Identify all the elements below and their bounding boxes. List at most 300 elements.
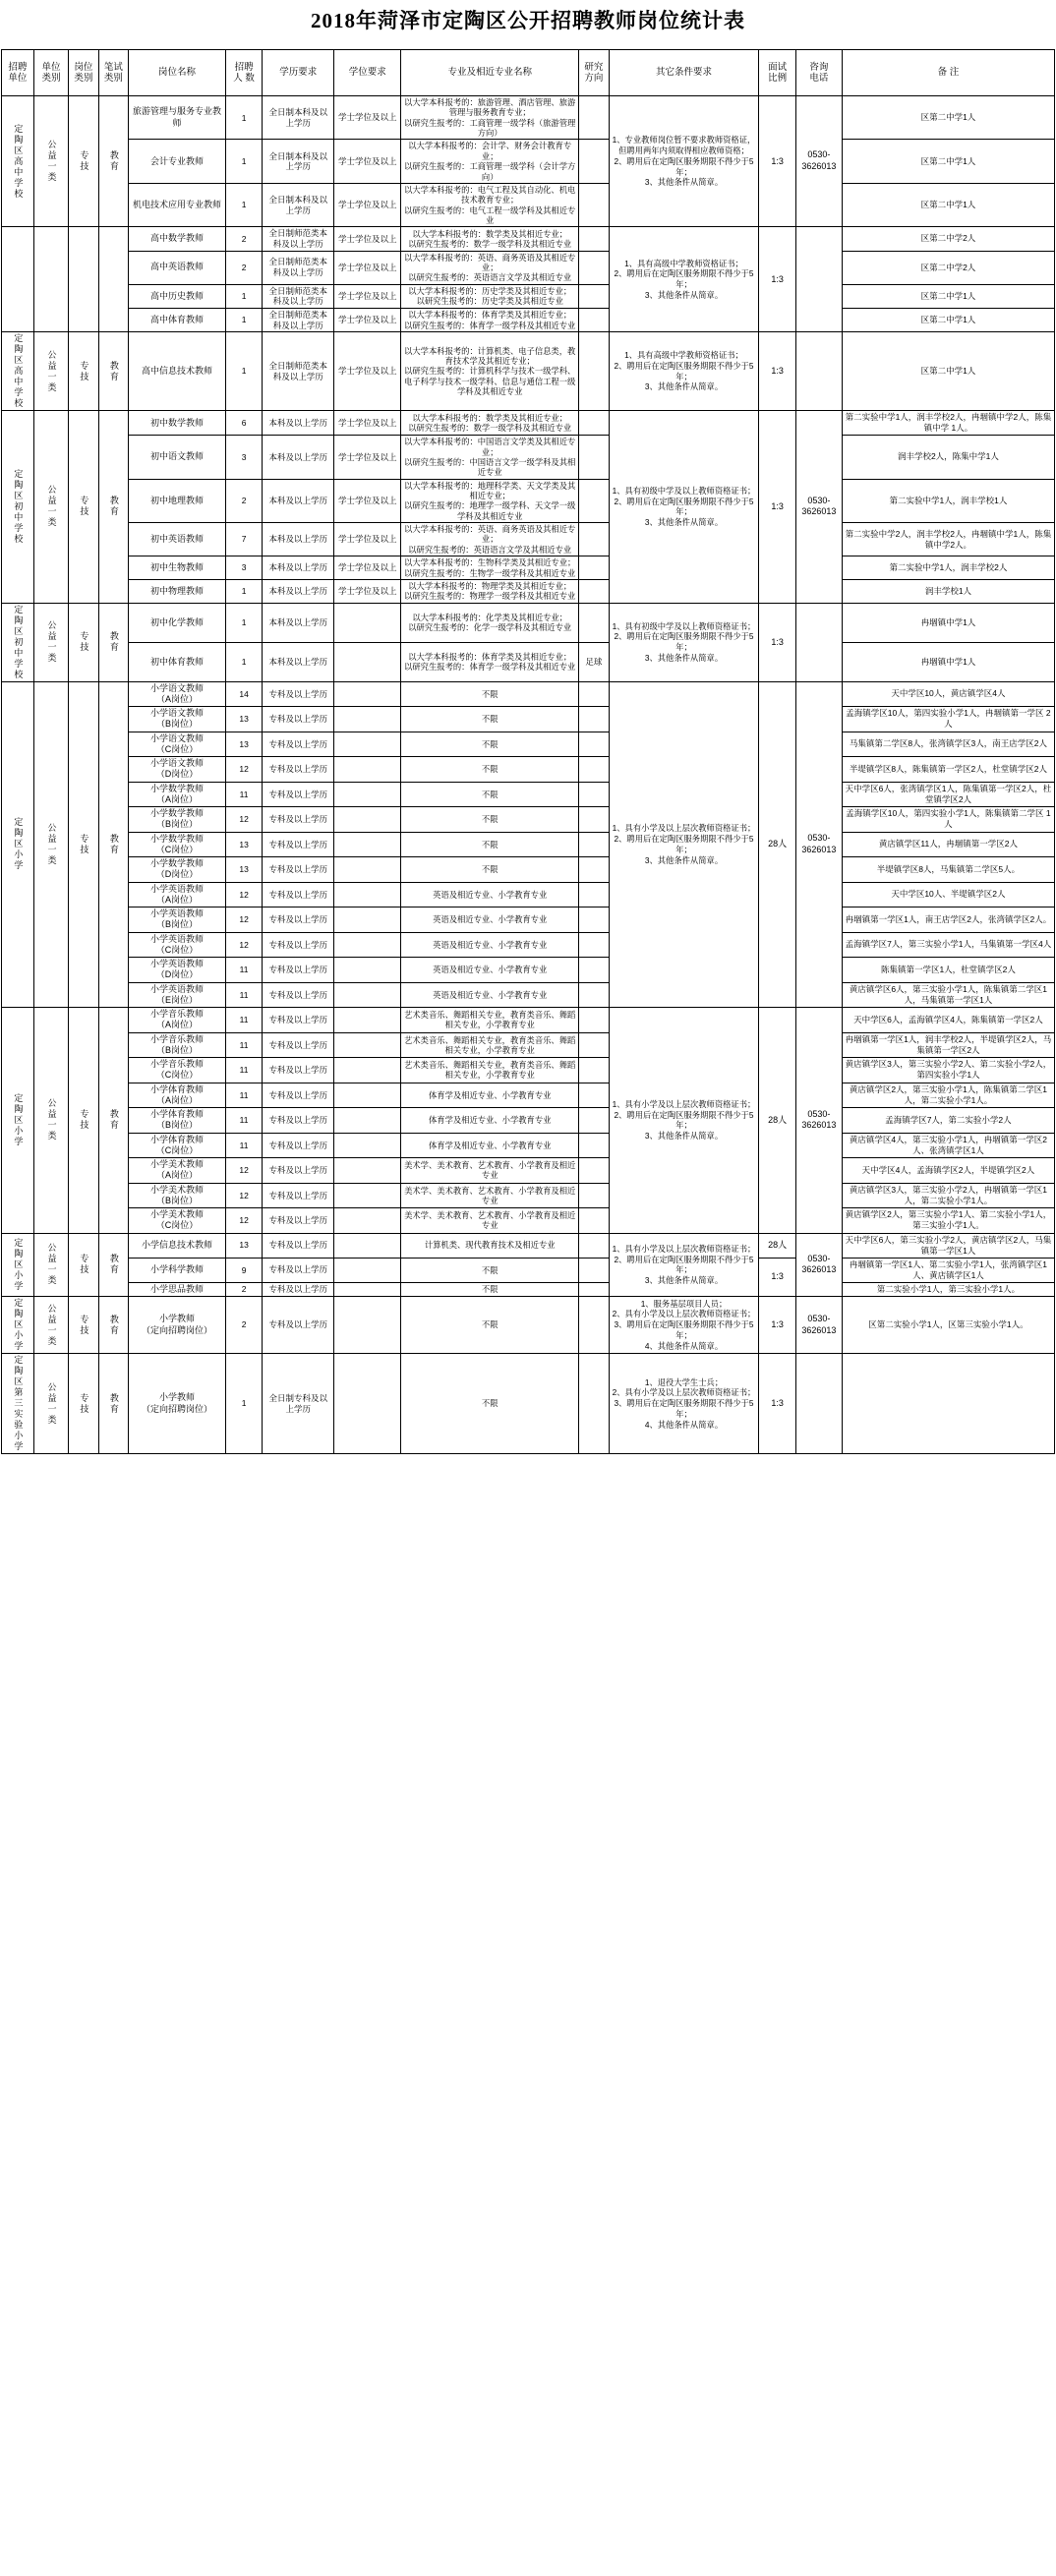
table-row bbox=[2, 1158, 1055, 1184]
cell-remark: 孟海镇学区7人，第三实验小学1人，马集镇第一学区4人 bbox=[842, 932, 1054, 958]
cell-degree bbox=[334, 1008, 401, 1033]
cell-headcount: 11 bbox=[225, 1032, 263, 1058]
cell-post-name: 小学科学教师 bbox=[129, 1258, 226, 1282]
cell-education: 专科及以上学历 bbox=[263, 1058, 334, 1083]
cell-degree: 学士学位及以上 bbox=[334, 411, 401, 436]
col-header-13: 备 注 bbox=[842, 50, 1054, 96]
cell-post-name: 旅游管理与服务专业教师 bbox=[129, 96, 226, 140]
cell-research-direction bbox=[579, 1208, 610, 1234]
cell-major: 不限 bbox=[401, 1258, 579, 1282]
cell-degree: 学士学位及以上 bbox=[334, 332, 401, 411]
cell-major: 英语及相近专业、小学教育专业 bbox=[401, 982, 579, 1008]
col-header-6: 学历要求 bbox=[263, 50, 334, 96]
cell-education: 专科及以上学历 bbox=[263, 757, 334, 783]
cell-degree: 学士学位及以上 bbox=[334, 579, 401, 603]
cell-research-direction bbox=[579, 1183, 610, 1208]
col-header-11: 面试 比例 bbox=[759, 50, 796, 96]
cell-research-direction bbox=[579, 1008, 610, 1033]
cell-exam-type-8: 教育 bbox=[98, 1297, 129, 1354]
cell-major: 以大学本科报考的：体育学类及其相近专业； 以研究生报考的：体育学一级学科及其相近专业 bbox=[401, 642, 579, 681]
cell-headcount: 13 bbox=[225, 1233, 263, 1258]
cell-other-conditions: 1、具有初级中学及以上教师资格证书； 2、聘用后在定陶区服务期限不得少于5年； 3、其他条件从简章。 bbox=[609, 603, 759, 681]
cell-remark: 区第二中学1人 bbox=[842, 96, 1054, 140]
cell-headcount: 11 bbox=[225, 1133, 263, 1158]
cell-post-name: 小学体育教师 （C岗位） bbox=[129, 1133, 226, 1158]
cell-unit-5: 定陶区小学 bbox=[2, 681, 34, 1008]
cell-headcount: 14 bbox=[225, 681, 263, 707]
cell-education: 本科及以上学历 bbox=[263, 436, 334, 479]
cell-remark: 润丰学校2人，陈集中学1人 bbox=[842, 436, 1054, 479]
cell-remark: 区第二中学1人 bbox=[842, 183, 1054, 226]
cell-degree bbox=[334, 1297, 401, 1354]
cell-post-name: 初中生物教师 bbox=[129, 556, 226, 580]
cell-degree bbox=[334, 1208, 401, 1234]
col-header-0: 招聘 单位 bbox=[2, 50, 34, 96]
cell-interview-ratio: 1:3 bbox=[759, 411, 796, 603]
cell-research-direction bbox=[579, 523, 610, 556]
cell-education: 全日制本科及以上学历 bbox=[263, 183, 334, 226]
table-row bbox=[2, 882, 1055, 907]
cell-post-name: 小学数学教师 （B岗位） bbox=[129, 807, 226, 833]
cell-unit-type-5: 公益一类 bbox=[33, 681, 68, 1008]
cell-education: 全日制专科及以上学历 bbox=[263, 1354, 334, 1454]
cell-remark: 冉堌镇第一学区1人，润丰学校2人，半堤镇学区2人，马集镇第一学区2人 bbox=[842, 1032, 1054, 1058]
cell-degree bbox=[334, 1282, 401, 1296]
header-row bbox=[2, 50, 1055, 96]
cell-education: 本科及以上学历 bbox=[263, 556, 334, 580]
col-header-3: 笔试 类别 bbox=[98, 50, 129, 96]
cell-headcount: 12 bbox=[225, 757, 263, 783]
cell-research-direction bbox=[579, 732, 610, 757]
cell-education: 全日制师范类本科及以上学历 bbox=[263, 284, 334, 308]
table-row bbox=[2, 932, 1055, 958]
cell-research-direction bbox=[579, 140, 610, 183]
cell-headcount: 2 bbox=[225, 1282, 263, 1296]
cell-post-name: 小学语文教师 （D岗位） bbox=[129, 757, 226, 783]
cell-headcount: 13 bbox=[225, 707, 263, 732]
cell-research-direction bbox=[579, 982, 610, 1008]
cell-research-direction: 足球 bbox=[579, 642, 610, 681]
jobs-table bbox=[1, 49, 1055, 1454]
cell-interview-ratio: 1:3 bbox=[759, 603, 796, 681]
cell-remark: 冉堌镇中学1人 bbox=[842, 603, 1054, 642]
cell-remark bbox=[842, 1354, 1054, 1454]
cell-contact-phone: 0530- 3626013 bbox=[795, 411, 842, 603]
table-row bbox=[2, 1008, 1055, 1033]
cell-education: 全日制师范类本科及以上学历 bbox=[263, 308, 334, 331]
cell-education: 专科及以上学历 bbox=[263, 857, 334, 883]
cell-degree bbox=[334, 1083, 401, 1108]
cell-post-name: 初中数学教师 bbox=[129, 411, 226, 436]
cell-unit-type-2: 公益一类 bbox=[33, 332, 68, 411]
cell-remark: 冉堌镇中学1人 bbox=[842, 642, 1054, 681]
cell-headcount: 1 bbox=[225, 140, 263, 183]
cell-research-direction bbox=[579, 1058, 610, 1083]
cell-research-direction bbox=[579, 1354, 610, 1454]
cell-education: 本科及以上学历 bbox=[263, 579, 334, 603]
cell-research-direction bbox=[579, 332, 610, 411]
cell-headcount: 11 bbox=[225, 958, 263, 983]
cell-research-direction bbox=[579, 907, 610, 933]
cell-post-name: 小学英语教师 （C岗位） bbox=[129, 932, 226, 958]
cell-degree bbox=[334, 707, 401, 732]
cell-degree bbox=[334, 782, 401, 807]
cell-research-direction bbox=[579, 1083, 610, 1108]
cell-post-name: 机电技术应用专业教师 bbox=[129, 183, 226, 226]
cell-headcount: 12 bbox=[225, 1208, 263, 1234]
cell-remark: 黄店镇学区6人，第三实验小学1人，陈集镇第二学区1人，马集镇第一学区1人 bbox=[842, 982, 1054, 1008]
cell-post-type-7: 专技 bbox=[69, 1233, 99, 1296]
cell-remark: 天中学区6人，第三实验小学2人，黄店镇学区2人，马集镇第一学区1人 bbox=[842, 1233, 1054, 1258]
cell-headcount: 12 bbox=[225, 807, 263, 833]
cell-remark: 黄店镇学区2人，第三实验小学1人，陈集镇第二学区1人，第二实验小学1人。 bbox=[842, 1083, 1054, 1108]
cell-major: 不限 bbox=[401, 757, 579, 783]
cell-remark: 孟海镇学区7人，第二实验小学2人 bbox=[842, 1108, 1054, 1134]
cell-education: 专科及以上学历 bbox=[263, 882, 334, 907]
cell-remark: 区第二实验小学1人，区第三实验小学1人。 bbox=[842, 1297, 1054, 1354]
cell-contact-phone bbox=[795, 1354, 842, 1454]
cell-headcount: 2 bbox=[225, 251, 263, 284]
table-row bbox=[2, 1032, 1055, 1058]
cell-post-name: 高中数学教师 bbox=[129, 227, 226, 251]
cell-headcount: 3 bbox=[225, 436, 263, 479]
cell-major: 不限 bbox=[401, 1282, 579, 1296]
table-row bbox=[2, 807, 1055, 833]
cell-remark: 孟海镇学区10人，第四实验小学1人，冉堌镇第一学区 2人 bbox=[842, 707, 1054, 732]
table-row bbox=[2, 642, 1055, 681]
cell-post-type-1 bbox=[69, 227, 99, 332]
cell-major: 以大学本科报考的：地理科学类、天文学类及其相近专业； 以研究生报考的：地理学一级学科、天文学一级学科及其相近专业 bbox=[401, 479, 579, 522]
cell-education: 专科及以上学历 bbox=[263, 732, 334, 757]
cell-post-name: 小学音乐教师 （B岗位） bbox=[129, 1032, 226, 1058]
cell-headcount: 11 bbox=[225, 1108, 263, 1134]
table-row bbox=[2, 556, 1055, 580]
cell-remark: 冉堌镇第一学区1人，南王店学区2人，张湾镇学区2人。 bbox=[842, 907, 1054, 933]
cell-post-type-8: 专技 bbox=[69, 1297, 99, 1354]
cell-degree: 学士学位及以上 bbox=[334, 140, 401, 183]
cell-research-direction bbox=[579, 882, 610, 907]
cell-major: 以大学本科报考的：电气工程及其自动化、机电技术教育专业； 以研究生报考的：电气工程一级学科及其相近专业 bbox=[401, 183, 579, 226]
table-row bbox=[2, 284, 1055, 308]
cell-contact-phone: 0530- 3626013 bbox=[795, 1297, 842, 1354]
cell-unit-type-9: 公益一类 bbox=[33, 1354, 68, 1454]
cell-post-name: 小学数学教师 （C岗位） bbox=[129, 832, 226, 857]
cell-headcount: 11 bbox=[225, 982, 263, 1008]
cell-post-name: 小学英语教师 （B岗位） bbox=[129, 907, 226, 933]
cell-interview-ratio: 1:3 bbox=[759, 332, 796, 411]
cell-degree bbox=[334, 982, 401, 1008]
cell-post-name: 初中语文教师 bbox=[129, 436, 226, 479]
cell-remark: 黄店镇学区11人，冉堌镇第一学区2人 bbox=[842, 832, 1054, 857]
cell-remark: 陈集镇第一学区1人，杜堂镇学区2人 bbox=[842, 958, 1054, 983]
table-row bbox=[2, 782, 1055, 807]
cell-education: 专科及以上学历 bbox=[263, 1108, 334, 1134]
cell-major: 美术学、美术教育、艺术教育、小学教育及相近专业 bbox=[401, 1208, 579, 1234]
cell-education: 专科及以上学历 bbox=[263, 1083, 334, 1108]
cell-headcount: 6 bbox=[225, 411, 263, 436]
cell-research-direction bbox=[579, 958, 610, 983]
table-row bbox=[2, 479, 1055, 522]
cell-headcount: 12 bbox=[225, 932, 263, 958]
cell-remark: 第二实验中学1人，润丰学校1人 bbox=[842, 479, 1054, 522]
table-row bbox=[2, 140, 1055, 183]
cell-research-direction bbox=[579, 857, 610, 883]
cell-headcount: 11 bbox=[225, 1058, 263, 1083]
cell-exam-type-3: 教育 bbox=[98, 411, 129, 603]
cell-unit-7: 定陶区小学 bbox=[2, 1233, 34, 1296]
cell-post-name: 高中体育教师 bbox=[129, 308, 226, 331]
cell-degree bbox=[334, 1058, 401, 1083]
cell-degree: 学士学位及以上 bbox=[334, 284, 401, 308]
cell-degree bbox=[334, 603, 401, 642]
table-row bbox=[2, 251, 1055, 284]
cell-major: 不限 bbox=[401, 807, 579, 833]
cell-major: 美术学、美术教育、艺术教育、小学教育及相近专业 bbox=[401, 1158, 579, 1184]
cell-other-conditions: 1、退役大学生士兵； 2、具有小学及以上层次教师资格证书； 3、聘用后在定陶区服务期限不得少于5年； 4、其他条件从简章。 bbox=[609, 1354, 759, 1454]
cell-exam-type-5: 教育 bbox=[98, 681, 129, 1008]
cell-unit-6: 定陶区小学 bbox=[2, 1008, 34, 1234]
cell-interview-ratio: 1:3 bbox=[759, 1258, 796, 1296]
table-row bbox=[2, 1258, 1055, 1282]
table-row bbox=[2, 603, 1055, 642]
cell-other-conditions: 1、具有高级中学教师资格证书； 2、聘用后在定陶区服务期限不得少于5年； 3、其他条件从简章。 bbox=[609, 332, 759, 411]
cell-remark: 马集镇第二学区8人，张湾镇学区3人，南王店学区2人 bbox=[842, 732, 1054, 757]
cell-post-name: 初中体育教师 bbox=[129, 642, 226, 681]
cell-unit-type-1 bbox=[33, 227, 68, 332]
cell-education: 专科及以上学历 bbox=[263, 832, 334, 857]
cell-unit-1 bbox=[2, 227, 34, 332]
cell-major: 艺术类音乐、舞蹈相关专业，教育类音乐、舞蹈相关专业，小学教育专业 bbox=[401, 1032, 579, 1058]
table-row bbox=[2, 1183, 1055, 1208]
cell-interview-ratio: 1:3 bbox=[759, 96, 796, 227]
table-row bbox=[2, 1354, 1055, 1454]
cell-education: 专科及以上学历 bbox=[263, 1008, 334, 1033]
cell-major: 体育学及相近专业、小学教育专业 bbox=[401, 1133, 579, 1158]
cell-major: 以大学本科报考的：计算机类、电子信息类，教育技术学及其相近专业； 以研究生报考的：计算机科学与技术一级学科、电子科学与技术一级学科、信息与通信工程一级学科及其相近专业 bbox=[401, 332, 579, 411]
table-row bbox=[2, 523, 1055, 556]
cell-post-name: 小学语文教师 （A岗位） bbox=[129, 681, 226, 707]
cell-education: 全日制本科及以上学历 bbox=[263, 96, 334, 140]
cell-other-conditions: 1、具有初级中学及以上教师资格证书； 2、聘用后在定陶区服务期限不得少于5年； 3、其他条件从简章。 bbox=[609, 411, 759, 603]
cell-unit-type-8: 公益一类 bbox=[33, 1297, 68, 1354]
cell-education: 专科及以上学历 bbox=[263, 1183, 334, 1208]
col-header-9: 研究 方向 bbox=[579, 50, 610, 96]
cell-post-name: 小学教师 （定向招聘岗位） bbox=[129, 1297, 226, 1354]
cell-other-conditions: 1、具有高级中学教师资格证书； 2、聘用后在定陶区服务期限不得少于5年； 3、其他条件从简章。 bbox=[609, 227, 759, 332]
table-row bbox=[2, 1083, 1055, 1108]
cell-major: 以大学本科报考的：历史学类及其相近专业； 以研究生报考的：历史学类及其相近专业 bbox=[401, 284, 579, 308]
cell-research-direction bbox=[579, 1282, 610, 1296]
cell-exam-type-6: 教育 bbox=[98, 1008, 129, 1234]
cell-major: 以大学本科报考的：旅游管理、酒店管理、旅游管理与服务教育专业； 以研究生报考的：工商管理一级学科（旅游管理方向） bbox=[401, 96, 579, 140]
cell-major: 英语及相近专业、小学教育专业 bbox=[401, 932, 579, 958]
cell-major: 不限 bbox=[401, 681, 579, 707]
table-row bbox=[2, 436, 1055, 479]
cell-major: 不限 bbox=[401, 1354, 579, 1454]
cell-post-name: 小学思品教师 bbox=[129, 1282, 226, 1296]
cell-research-direction bbox=[579, 707, 610, 732]
col-header-2: 岗位 类别 bbox=[69, 50, 99, 96]
cell-degree bbox=[334, 932, 401, 958]
cell-research-direction bbox=[579, 579, 610, 603]
cell-degree bbox=[334, 907, 401, 933]
cell-degree bbox=[334, 1258, 401, 1282]
table-row bbox=[2, 732, 1055, 757]
cell-remark: 半堤镇学区8人，陈集镇第一学区2人，杜堂镇学区2人 bbox=[842, 757, 1054, 783]
cell-remark: 区第二中学1人 bbox=[842, 308, 1054, 331]
cell-unit-4: 定陶区初中学校 bbox=[2, 603, 34, 681]
cell-research-direction bbox=[579, 1108, 610, 1134]
table-row bbox=[2, 832, 1055, 857]
table-row bbox=[2, 1058, 1055, 1083]
cell-headcount: 9 bbox=[225, 1258, 263, 1282]
cell-unit-type-4: 公益一类 bbox=[33, 603, 68, 681]
cell-degree bbox=[334, 1032, 401, 1058]
cell-major: 以大学本科报考的：数学类及其相近专业； 以研究生报考的：数学一级学科及其相近专业 bbox=[401, 411, 579, 436]
cell-remark: 区第二中学1人 bbox=[842, 332, 1054, 411]
cell-contact-phone bbox=[795, 603, 842, 681]
cell-degree: 学士学位及以上 bbox=[334, 479, 401, 522]
table-row bbox=[2, 1108, 1055, 1134]
cell-unit-type-7: 公益一类 bbox=[33, 1233, 68, 1296]
cell-post-name: 小学信息技术教师 bbox=[129, 1233, 226, 1258]
col-header-7: 学位要求 bbox=[334, 50, 401, 96]
col-header-5: 招聘 人 数 bbox=[225, 50, 263, 96]
cell-remark: 半堤镇学区8人，马集镇第二学区5人。 bbox=[842, 857, 1054, 883]
cell-research-direction bbox=[579, 308, 610, 331]
cell-headcount: 13 bbox=[225, 857, 263, 883]
cell-contact-phone: 0530- 3626013 bbox=[795, 681, 842, 1008]
cell-major: 以大学本科报考的：化学类及其相近专业； 以研究生报考的：化学一级学科及其相近专业 bbox=[401, 603, 579, 642]
cell-headcount: 1 bbox=[225, 603, 263, 642]
cell-headcount: 1 bbox=[225, 332, 263, 411]
cell-education: 专科及以上学历 bbox=[263, 681, 334, 707]
col-header-1: 单位 类别 bbox=[33, 50, 68, 96]
cell-research-direction bbox=[579, 1158, 610, 1184]
cell-remark: 孟海镇学区10人，第四实验小学1人，陈集镇第二学区 1人 bbox=[842, 807, 1054, 833]
cell-major: 不限 bbox=[401, 732, 579, 757]
cell-degree bbox=[334, 642, 401, 681]
cell-education: 全日制师范类本科及以上学历 bbox=[263, 227, 334, 251]
cell-major: 以大学本科报考的：物理学类及其相近专业； 以研究生报考的：物理学一级学科及其相近专业 bbox=[401, 579, 579, 603]
cell-education: 本科及以上学历 bbox=[263, 411, 334, 436]
cell-remark: 天中学区6人，孟海镇学区4人，陈集镇第一学区2人 bbox=[842, 1008, 1054, 1033]
cell-remark: 天中学区10人、半堤镇学区2人 bbox=[842, 882, 1054, 907]
cell-headcount: 12 bbox=[225, 907, 263, 933]
cell-education: 全日制师范类本科及以上学历 bbox=[263, 251, 334, 284]
table-row bbox=[2, 982, 1055, 1008]
cell-contact-phone: 0530- 3626013 bbox=[795, 1233, 842, 1296]
cell-degree bbox=[334, 857, 401, 883]
cell-research-direction bbox=[579, 681, 610, 707]
cell-degree bbox=[334, 732, 401, 757]
cell-research-direction bbox=[579, 284, 610, 308]
cell-interview-ratio: 28人 bbox=[759, 1233, 796, 1258]
cell-headcount: 3 bbox=[225, 556, 263, 580]
cell-remark: 天中学区10人，黄店镇学区4人 bbox=[842, 681, 1054, 707]
table-row bbox=[2, 1297, 1055, 1354]
table-head bbox=[2, 50, 1055, 96]
cell-research-direction bbox=[579, 1233, 610, 1258]
table-row bbox=[2, 183, 1055, 226]
cell-headcount: 11 bbox=[225, 1083, 263, 1108]
cell-headcount: 2 bbox=[225, 1297, 263, 1354]
table-row bbox=[2, 332, 1055, 411]
cell-major: 英语及相近专业、小学教育专业 bbox=[401, 882, 579, 907]
cell-post-name: 小学体育教师 （A岗位） bbox=[129, 1083, 226, 1108]
cell-exam-type-7: 教育 bbox=[98, 1233, 129, 1296]
cell-education: 全日制师范类本科及以上学历 bbox=[263, 332, 334, 411]
cell-exam-type-2: 教育 bbox=[98, 332, 129, 411]
cell-post-name: 小学数学教师 （D岗位） bbox=[129, 857, 226, 883]
cell-headcount: 1 bbox=[225, 96, 263, 140]
cell-post-name: 会计专业教师 bbox=[129, 140, 226, 183]
cell-degree bbox=[334, 1354, 401, 1454]
cell-post-name: 小学美术教师 （A岗位） bbox=[129, 1158, 226, 1184]
cell-research-direction bbox=[579, 832, 610, 857]
cell-major: 不限 bbox=[401, 707, 579, 732]
cell-post-name: 小学美术教师 （C岗位） bbox=[129, 1208, 226, 1234]
cell-education: 专科及以上学历 bbox=[263, 1233, 334, 1258]
cell-headcount: 12 bbox=[225, 1158, 263, 1184]
cell-unit-3: 定陶区初中学校 bbox=[2, 411, 34, 603]
table-row bbox=[2, 958, 1055, 983]
table-row bbox=[2, 1282, 1055, 1296]
cell-research-direction bbox=[579, 1133, 610, 1158]
cell-major: 以大学本科报考的：生物科学类及其相近专业； 以研究生报考的：生物学一级学科及其相近专业 bbox=[401, 556, 579, 580]
cell-education: 专科及以上学历 bbox=[263, 932, 334, 958]
cell-unit-type-3: 公益一类 bbox=[33, 411, 68, 603]
cell-major: 以大学本科报考的：英语、商务英语及其相近专业； 以研究生报考的：英语语言文学及其相近专业 bbox=[401, 523, 579, 556]
cell-major: 不限 bbox=[401, 857, 579, 883]
cell-post-type-6: 专技 bbox=[69, 1008, 99, 1234]
table-row bbox=[2, 681, 1055, 707]
cell-research-direction bbox=[579, 436, 610, 479]
cell-research-direction bbox=[579, 1032, 610, 1058]
cell-degree bbox=[334, 757, 401, 783]
cell-post-name: 小学音乐教师 （C岗位） bbox=[129, 1058, 226, 1083]
cell-major: 以大学本科报考的：中国语言文学类及其相近专业； 以研究生报考的：中国语言文学一级学科及其相近专业 bbox=[401, 436, 579, 479]
cell-degree bbox=[334, 1183, 401, 1208]
cell-post-name: 初中地理教师 bbox=[129, 479, 226, 522]
cell-major: 英语及相近专业、小学教育专业 bbox=[401, 907, 579, 933]
cell-major: 以大学本科报考的：数学类及其相近专业； 以研究生报考的：数学一级学科及其相近专业 bbox=[401, 227, 579, 251]
cell-education: 专科及以上学历 bbox=[263, 1133, 334, 1158]
cell-unit-type-0: 公益一类 bbox=[33, 96, 68, 227]
cell-unit-type-6: 公益一类 bbox=[33, 1008, 68, 1234]
cell-interview-ratio: 28人 bbox=[759, 681, 796, 1008]
cell-remark: 区第二中学1人 bbox=[842, 284, 1054, 308]
cell-post-name: 小学英语教师 （D岗位） bbox=[129, 958, 226, 983]
cell-research-direction bbox=[579, 556, 610, 580]
cell-degree: 学士学位及以上 bbox=[334, 251, 401, 284]
cell-degree bbox=[334, 1133, 401, 1158]
table-row bbox=[2, 757, 1055, 783]
cell-major: 美术学、美术教育、艺术教育、小学教育及相近专业 bbox=[401, 1183, 579, 1208]
cell-degree: 学士学位及以上 bbox=[334, 96, 401, 140]
cell-interview-ratio: 1:3 bbox=[759, 227, 796, 332]
cell-post-name: 小学音乐教师 （A岗位） bbox=[129, 1008, 226, 1033]
cell-post-name: 小学语文教师 （B岗位） bbox=[129, 707, 226, 732]
cell-major: 不限 bbox=[401, 1297, 579, 1354]
cell-research-direction bbox=[579, 1297, 610, 1354]
cell-post-name: 小学体育教师 （B岗位） bbox=[129, 1108, 226, 1134]
cell-remark: 第二实验中学2人，润丰学校2人，冉堌镇中学1人，陈集镇中学2人。 bbox=[842, 523, 1054, 556]
cell-research-direction bbox=[579, 603, 610, 642]
cell-contact-phone: 0530- 3626013 bbox=[795, 1008, 842, 1234]
cell-headcount: 1 bbox=[225, 1354, 263, 1454]
cell-research-direction bbox=[579, 1258, 610, 1282]
